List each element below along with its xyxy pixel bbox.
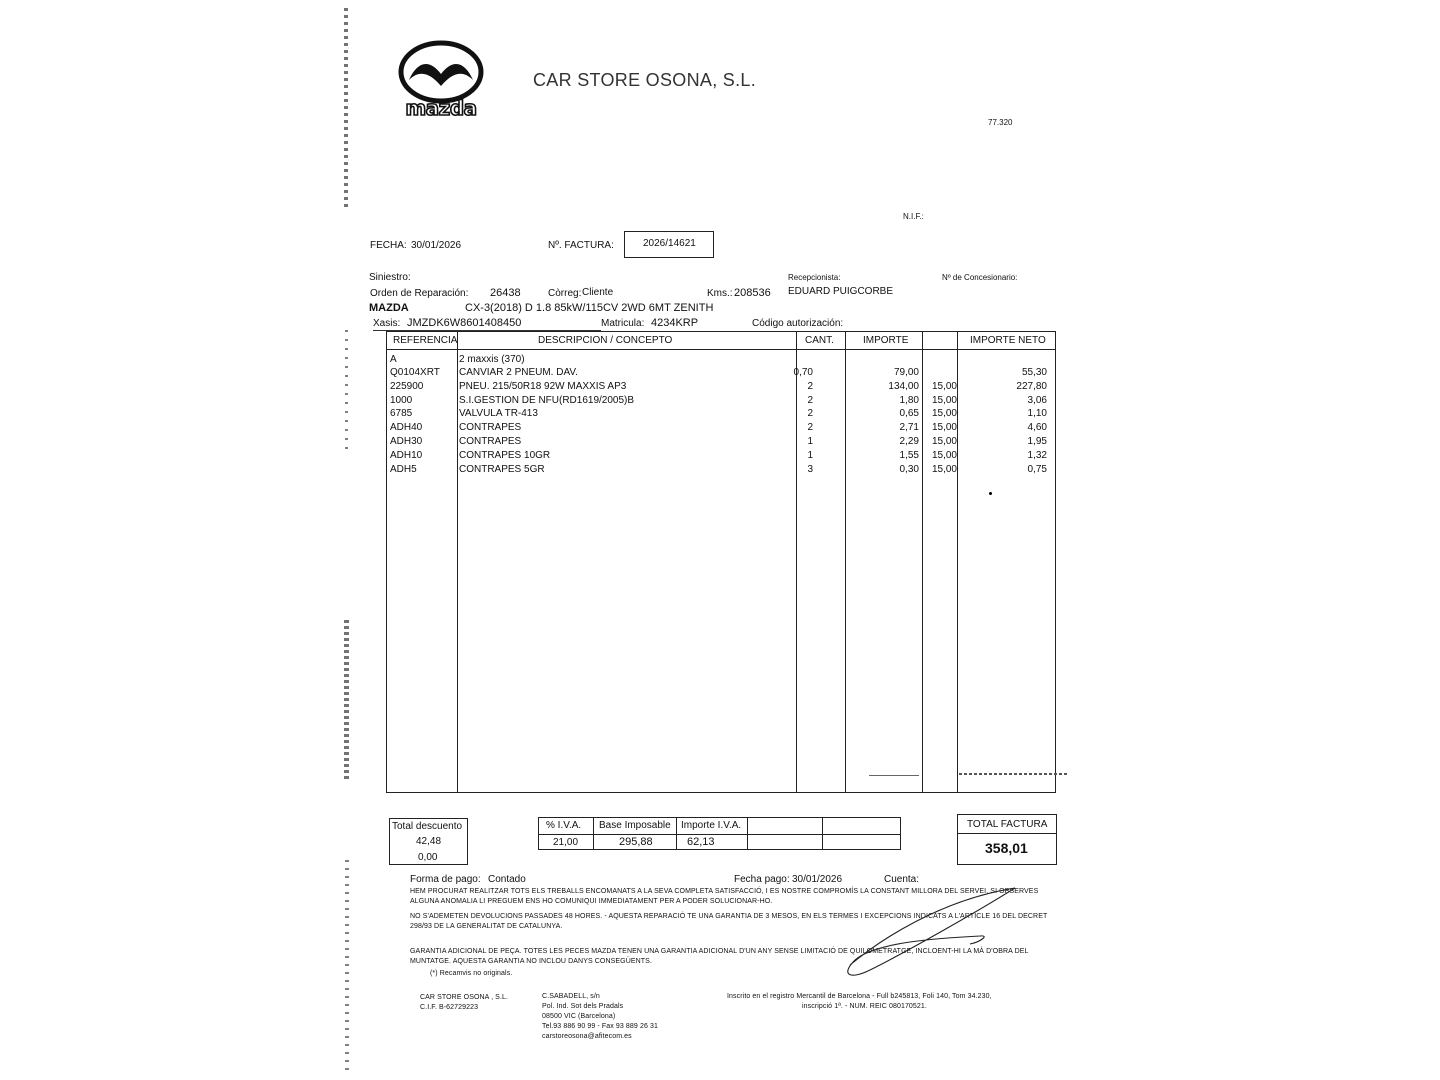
total-descuento-label: Total descuento xyxy=(392,821,463,832)
vehicle-brand: MAZDA xyxy=(369,302,409,314)
base-value: 295,88 xyxy=(619,836,653,848)
cell-ref: 225900 xyxy=(390,381,424,392)
cell-neto: 1,10 xyxy=(1027,408,1047,419)
scan-edge-artifact xyxy=(345,330,348,450)
stray-dot xyxy=(989,492,992,495)
cell-ref: ADH30 xyxy=(390,436,423,447)
cell-ref: 6785 xyxy=(390,408,413,419)
cell-desc: CONTRAPES 10GR xyxy=(459,450,551,461)
forma-pago-label: Forma de pago: xyxy=(410,874,481,885)
footer-cif: C.I.F. B-62729223 xyxy=(420,1004,479,1011)
matricula-label: Matricula: xyxy=(601,318,645,329)
cell-dto: 15,00 xyxy=(931,464,957,475)
note-line: GARANTIA ADICIONAL DE PEÇA. TOTES LES PECES MAZDA TENEN UNA GARANTIA ADICIONAL D'UN ANY SENSE LIMITACIÓ DE QUILOMETRATGE, INCLOENT-HI LA MÀ D'OBRA DEL xyxy=(410,948,1029,955)
header-importe: IMPORTE xyxy=(863,335,909,346)
table-row xyxy=(387,449,1055,462)
header-importe-neto: IMPORTE NETO xyxy=(970,335,1046,346)
cell-cant: 2 xyxy=(807,381,813,392)
cell-desc: 2 maxxis (370) xyxy=(459,354,525,365)
cell-importe: 1,55 xyxy=(899,450,919,461)
cell-importe: 1,80 xyxy=(899,395,919,406)
forma-pago-value: Contado xyxy=(488,874,526,885)
total-factura-label: TOTAL FACTURA xyxy=(967,819,1048,830)
orden-label: Orden de Reparación: xyxy=(370,288,469,299)
cell-importe: 134,00 xyxy=(888,381,919,392)
cell-neto: 227,80 xyxy=(1016,381,1047,392)
kms-value: 208536 xyxy=(734,287,771,299)
cell-ref: ADH40 xyxy=(390,422,423,433)
cell-desc: VALVULA TR-413 xyxy=(459,408,538,419)
footer-address: Tel.93 886 90 99 - Fax 93 889 26 31 xyxy=(542,1023,658,1030)
table-row xyxy=(387,435,1055,448)
total-factura-box xyxy=(957,814,1057,865)
scan-line-artifact xyxy=(959,773,1069,775)
iva-table xyxy=(538,817,901,850)
matricula-value: 4234KRP xyxy=(651,317,699,329)
items-table xyxy=(386,331,1056,793)
concesionario-label: Nº de Concesionario: xyxy=(942,273,1018,282)
table-row xyxy=(387,380,1055,393)
footer-registry: Inscrito en el registro Mercantil de Barcelona - Full b245813, Foli 140, Tom 34.230, xyxy=(727,993,992,1000)
table-row xyxy=(387,421,1055,434)
table-row xyxy=(387,353,1055,366)
footer-address: Pol. Ind. Sot dels Pradals xyxy=(542,1003,624,1010)
header-referencia: REFERENCIA xyxy=(393,335,458,346)
scan-edge-artifact xyxy=(345,860,349,1070)
cell-importe: 2,29 xyxy=(899,436,919,447)
document-code: 77.320 xyxy=(988,118,1013,127)
importe-iva-value: 62,13 xyxy=(687,836,715,848)
cell-cant: 2 xyxy=(807,422,813,433)
correg-label: Còrreg: xyxy=(548,288,582,299)
cell-cant: 2 xyxy=(807,408,813,419)
cell-desc: S.I.GESTION DE NFU(RD1619/2005)B xyxy=(459,395,635,406)
table-row xyxy=(387,463,1055,476)
cell-dto: 15,00 xyxy=(931,395,957,406)
cell-neto: 0,75 xyxy=(1027,464,1047,475)
note-line: 298/93 DE LA GENERALITAT DE CATALUNYA. xyxy=(410,923,563,930)
base-label: Base Imposable xyxy=(599,820,671,831)
scan-edge-artifact xyxy=(344,620,349,780)
cell-cant: 2 xyxy=(807,395,813,406)
iva-pct-label: % I.V.A. xyxy=(546,820,582,831)
footer-address: C.SABADELL, s/n xyxy=(542,993,600,1000)
fecha-pago-label: Fecha pago: xyxy=(734,874,790,885)
note-line: NO S'ADEMETEN DEVOLUCIONS PASSADES 48 HORES. - AQUESTA REPARACIÓ TE UNA GARANTIA DE 3 MESOS, EN ELS TERMES I EXCEPCIONS INDICATS A L'ARTICLE 16 DEL DECRET xyxy=(410,913,1048,920)
cell-neto: 1,95 xyxy=(1027,436,1047,447)
codigo-label: Código autorización: xyxy=(752,318,844,329)
orden-value: 26438 xyxy=(490,287,521,299)
header-descripcion: DESCRIPCION / CONCEPTO xyxy=(538,335,673,346)
total-descuento-value-2: 0,00 xyxy=(418,852,438,863)
recepcionista-label: Recepcionista: xyxy=(788,273,841,282)
cell-ref: Q0104XRT xyxy=(390,367,440,378)
cell-neto: 3,06 xyxy=(1027,395,1047,406)
scan-edge-artifact xyxy=(344,8,348,208)
cell-desc: CANVIAR 2 PNEUM. DAV. xyxy=(459,367,578,378)
handwritten-signature xyxy=(830,880,1020,990)
fecha-pago-value: 30/01/2026 xyxy=(792,874,843,885)
iva-pct-value: 21,00 xyxy=(553,837,579,848)
cell-desc: PNEU. 215/50R18 92W MAXXIS AP3 xyxy=(459,381,627,392)
cell-neto: 1,32 xyxy=(1027,450,1047,461)
note-line: MUNTATGE. AQUESTA GARANTIA NO INCLOU DANYS CONSEGÜENTS. xyxy=(410,958,652,965)
cell-dto: 15,00 xyxy=(931,408,957,419)
cell-importe: 79,00 xyxy=(893,367,919,378)
mazda-logo xyxy=(395,40,487,122)
xasis-label: Xasis: xyxy=(373,318,401,329)
table-row xyxy=(387,366,1055,379)
scan-line-artifact xyxy=(869,775,919,776)
cell-importe: 0,65 xyxy=(899,408,919,419)
fecha-value: 30/01/2026 xyxy=(411,240,462,251)
cell-desc: CONTRAPES xyxy=(459,422,522,433)
table-row xyxy=(387,394,1055,407)
cell-ref: 1000 xyxy=(390,395,413,406)
cell-dto: 15,00 xyxy=(931,450,957,461)
cell-desc: CONTRAPES 5GR xyxy=(459,464,545,475)
note-line: ALGUNA ANOMALIA LI PREGUEM ENS HO COMUNIQUI IMMEDIATAMENT PER A PODER SOLUCIONAR-HO. xyxy=(410,898,773,905)
factura-number-box xyxy=(624,231,714,258)
cell-ref: ADH10 xyxy=(390,450,423,461)
header-cant: CANT. xyxy=(805,335,834,346)
mazda-wordmark: mazda xyxy=(405,96,477,120)
correg-value: Cliente xyxy=(582,287,614,298)
cell-importe: 2,71 xyxy=(899,422,919,433)
footer-registry: inscripció 1ª. - NUM. REIC 080170521. xyxy=(802,1003,927,1010)
cell-dto: 15,00 xyxy=(931,422,957,433)
xasis-value: JMZDK6W8601408450 xyxy=(407,317,522,329)
cell-cant: 1 xyxy=(807,450,813,461)
cell-dto: 15,00 xyxy=(931,436,957,447)
company-name: CAR STORE OSONA, S.L. xyxy=(533,70,757,90)
cell-cant: 3 xyxy=(807,464,813,475)
total-descuento-box xyxy=(389,818,468,865)
factura-label: Nº. FACTURA: xyxy=(548,240,614,251)
total-descuento-value: 42,48 xyxy=(416,836,442,847)
cell-desc: CONTRAPES xyxy=(459,436,522,447)
cell-ref: ADH5 xyxy=(390,464,417,475)
footer-email: carstoreosona@afitecom.es xyxy=(542,1033,632,1040)
fecha-label: FECHA: xyxy=(370,240,407,251)
total-factura-value: 358,01 xyxy=(985,840,1028,856)
cell-ref: A xyxy=(390,354,397,365)
vehicle-model: CX-3(2018) D 1.8 85kW/115CV 2WD 6MT ZENITH xyxy=(465,302,714,314)
cell-importe: 0,30 xyxy=(899,464,919,475)
cell-dto: 15,00 xyxy=(931,381,957,392)
cell-neto: 55,30 xyxy=(1021,367,1047,378)
nif-label: N.I.F.: xyxy=(903,212,924,221)
note-line: HEM PROCURAT REALITZAR TOTS ELS TREBALLS ENCOMANATS A LA SEVA COMPLETA SATISFACCIÓ, I ES NOSTRE COMPROMÍS LA CONSTANT MILLORA DEL SERVEI, SI OBSERVES xyxy=(410,888,1039,895)
cell-neto: 4,60 xyxy=(1027,422,1047,433)
kms-label: Kms.: xyxy=(707,288,733,299)
table-row xyxy=(387,407,1055,420)
cuenta-label: Cuenta: xyxy=(884,874,920,885)
importe-iva-label: Importe I.V.A. xyxy=(681,820,742,831)
cell-cant: 1 xyxy=(807,436,813,447)
recepcionista-value: EDUARD PUIGCORBE xyxy=(788,286,894,297)
cell-cant: 0,70 xyxy=(793,367,813,378)
footer-address: 08500 VIC (Barcelona) xyxy=(542,1013,616,1020)
factura-number: 2026/14621 xyxy=(643,238,696,249)
siniestro-label: Siniestro: xyxy=(369,272,411,283)
note-line: (*) Recamvis no originals. xyxy=(430,970,513,977)
footer-company: CAR STORE OSONA , S.L. xyxy=(420,994,509,1001)
